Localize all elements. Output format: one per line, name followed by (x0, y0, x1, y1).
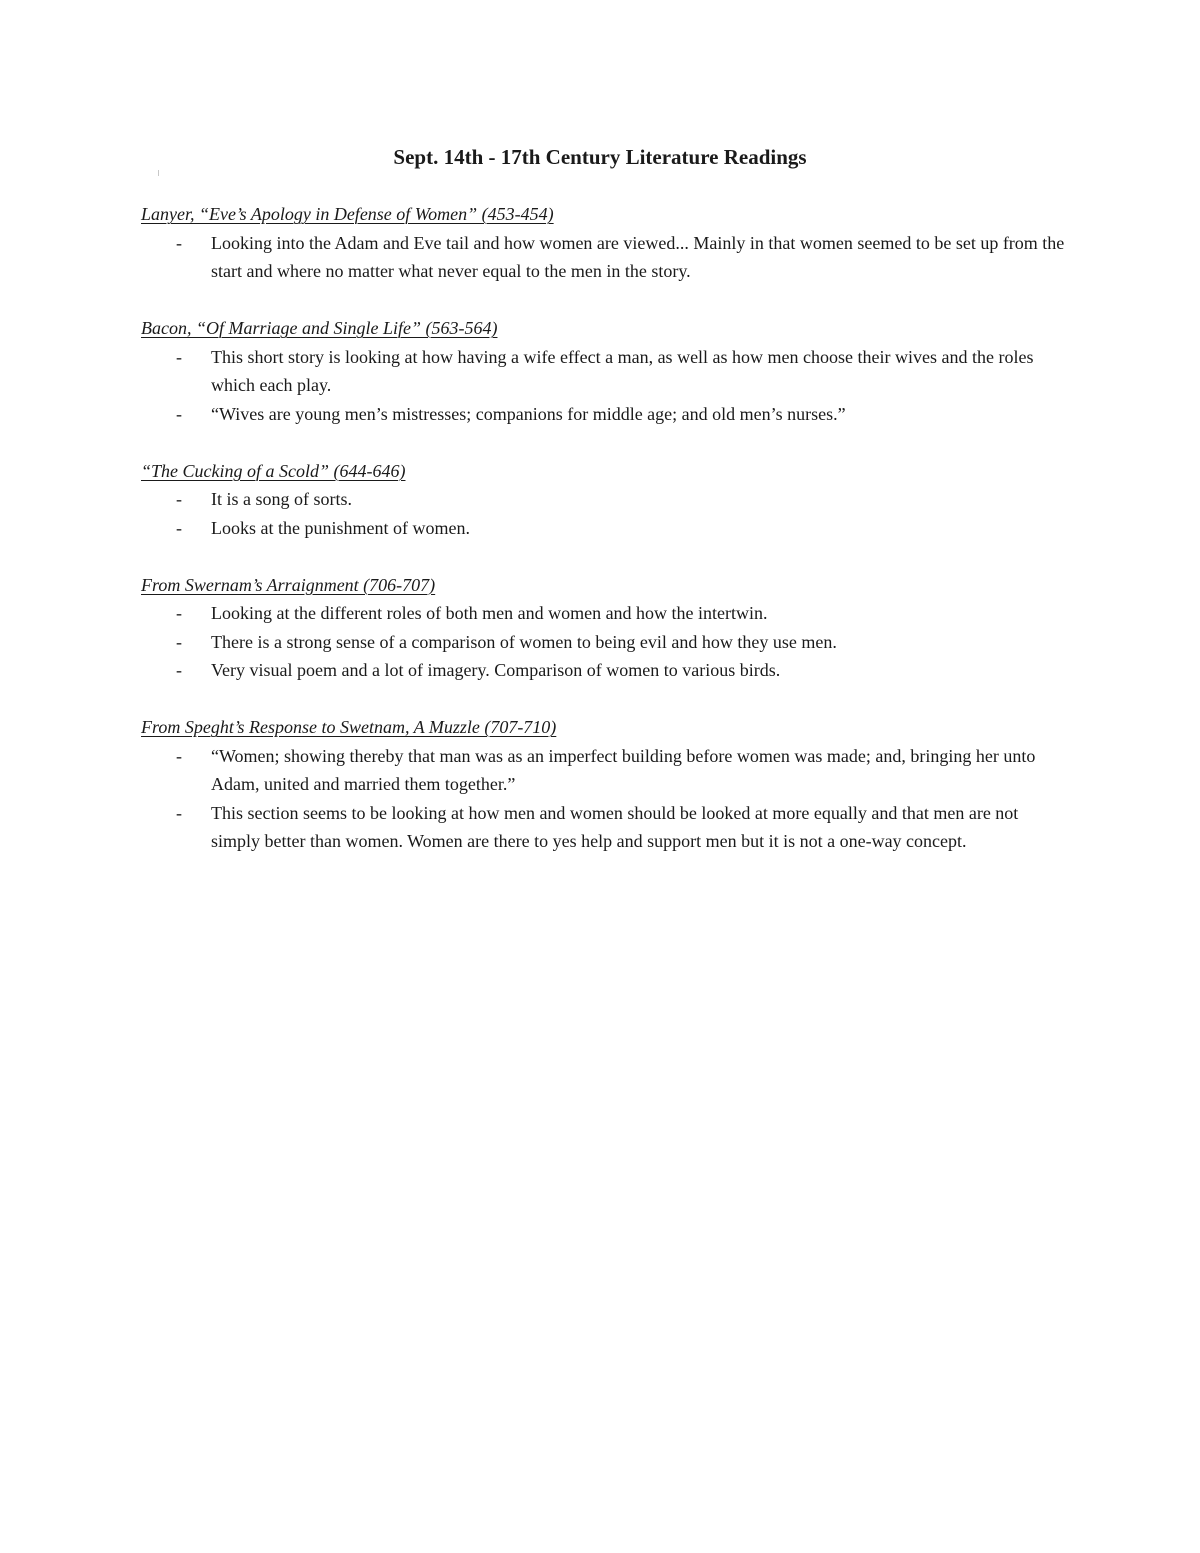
reading-section-bacon (141, 314, 1071, 428)
list-item (141, 229, 1071, 286)
list-item-text: Looks at the punishment of women. (211, 517, 470, 538)
section-heading: Bacon, “Of Marriage and Single Life” (563-564) (141, 318, 498, 338)
cursor-mark (158, 170, 159, 176)
list-item (141, 343, 1071, 400)
bullet-marker: - (176, 517, 182, 538)
list-item (141, 514, 1071, 543)
list-item-text: There is a strong sense of a comparison of women to being evil and how they use men. (211, 631, 837, 652)
bullet-marker: - (176, 232, 182, 253)
list-item (141, 485, 1071, 514)
list-item (141, 656, 1071, 685)
bullet-list (141, 343, 1071, 429)
reading-section-cucking (141, 457, 1071, 543)
list-item-text: This short story is looking at how having a wife effect a man, as well as how men choose their wives and the roles which each play. (211, 346, 1034, 395)
section-heading: “The Cucking of a Scold” (644-646) (141, 460, 406, 481)
list-item-text: “Women; showing thereby that man was as an imperfect building before women was made; and, bringing her unto Adam, united and married them together.” (211, 745, 1036, 794)
bullet-marker: - (176, 802, 182, 823)
section-heading: Lanyer, “Eve’s Apology in Defense of Women” (453-454) (141, 204, 554, 224)
list-item-text: Very visual poem and a lot of imagery. Comparison of women to various birds. (211, 660, 781, 680)
list-item (141, 742, 1071, 799)
bullet-list (141, 742, 1071, 856)
list-item-text: It is a song of sorts. (211, 489, 352, 509)
section-heading: From Speght’s Response to Swetnam, A Muzzle (707-710) (141, 717, 557, 737)
list-item (141, 628, 1071, 657)
list-item (141, 799, 1071, 856)
bullet-marker: - (176, 603, 182, 623)
bullet-marker: - (176, 346, 182, 367)
page-title: Sept. 14th - 17th Century Literature Readings (393, 145, 807, 169)
section-heading: From Swernam’s Arraignment (706-707) (141, 574, 436, 595)
document-body (141, 200, 1071, 884)
list-item-text: “Wives are young men’s mistresses; companions for middle age; and old men’s nurses.” (211, 403, 846, 424)
bullet-marker: - (176, 745, 182, 766)
list-item (141, 400, 1071, 429)
reading-section-lanyer (141, 200, 1071, 286)
bullet-marker: - (176, 489, 182, 509)
list-item-text: Looking at the different roles of both men and women and how the intertwin. (211, 603, 768, 623)
bullet-marker: - (176, 403, 182, 424)
bullet-list (141, 485, 1071, 542)
list-item (141, 599, 1071, 628)
bullet-marker: - (176, 631, 182, 652)
list-item-text: Looking into the Adam and Eve tail and how women are viewed... Mainly in that women seemed to be set up from the start and where no matter what never equal to the men in the story. (211, 232, 1065, 281)
bullet-list (141, 599, 1071, 685)
reading-section-speght (141, 713, 1071, 856)
bullet-list (141, 229, 1071, 286)
reading-section-swetnam (141, 571, 1071, 685)
list-item-text: This section seems to be looking at how men and women should be looked at more equally and that men are not simply better than women. Women are there to yes help and support men but it is not a one-way concept. (211, 802, 1019, 851)
bullet-marker: - (176, 660, 182, 680)
